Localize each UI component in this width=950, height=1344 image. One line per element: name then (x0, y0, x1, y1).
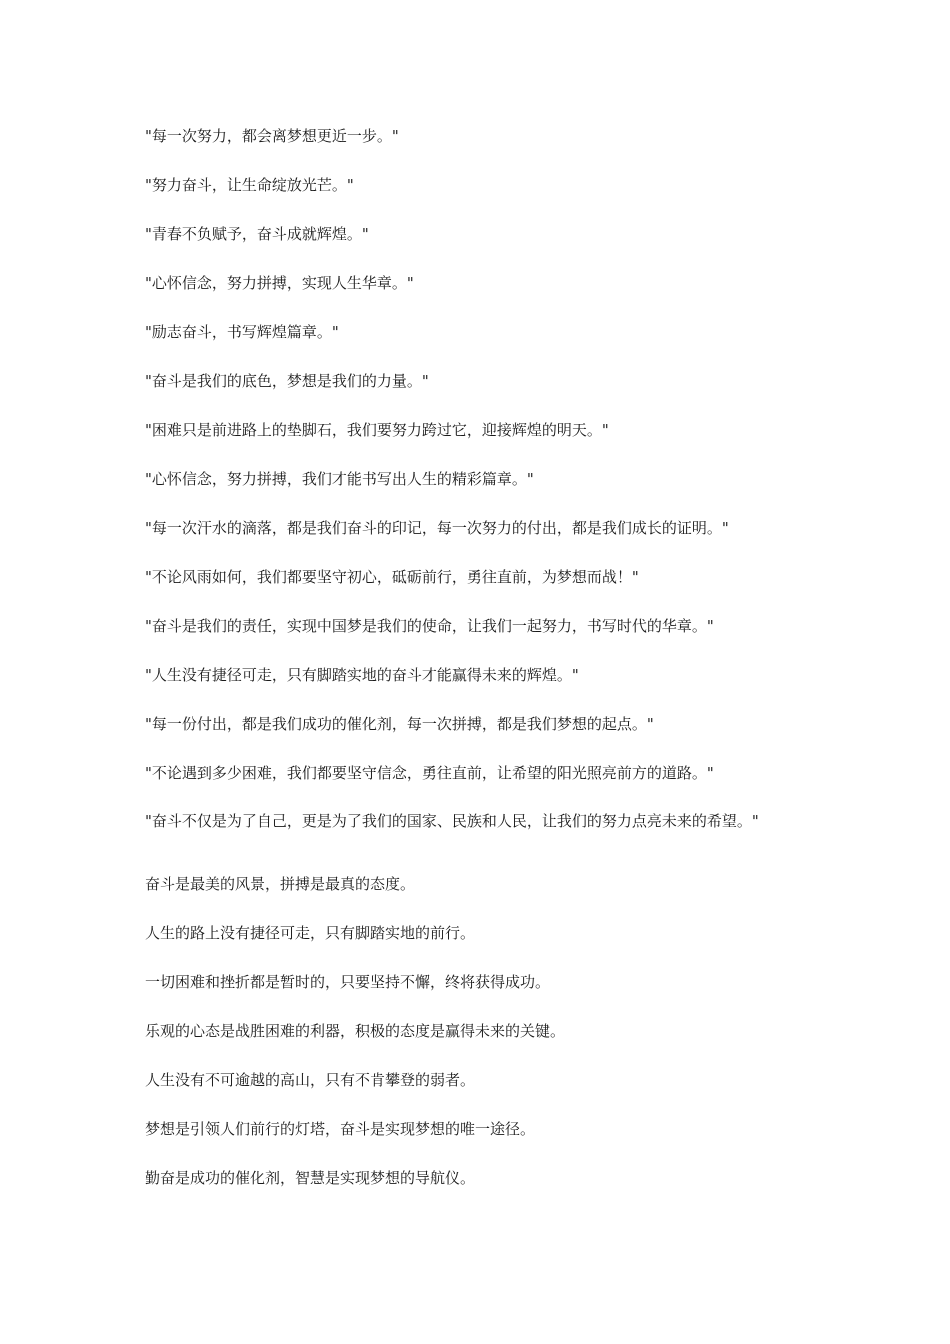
quote-line: "奋斗不仅是为了自己，更是为了我们的国家、民族和人民，让我们的努力点亮未来的希望。" (145, 812, 759, 830)
quote-line: "奋斗是我们的底色，梦想是我们的力量。" (145, 372, 429, 390)
sentence-line: 乐观的心态是战胜困难的利器，积极的态度是赢得未来的关键。 (145, 1022, 566, 1040)
quote-line: "不论遇到多少困难，我们都要坚守信念，勇往直前，让希望的阳光照亮前方的道路。" (145, 764, 714, 782)
quote-line: "困难只是前进路上的垫脚石，我们要努力跨过它，迎接辉煌的明天。" (145, 421, 609, 439)
sentence-line: 奋斗是最美的风景，拼搏是最真的态度。 (145, 875, 416, 893)
quote-line: "人生没有捷径可走，只有脚踏实地的奋斗才能赢得未来的辉煌。" (145, 666, 579, 684)
sentence-line: 勤奋是成功的催化剂，智慧是实现梦想的导航仪。 (145, 1169, 476, 1187)
quote-list (145, 124, 815, 832)
quote-line: "奋斗是我们的责任，实现中国梦是我们的使命，让我们一起努力，书写时代的华章。" (145, 617, 714, 635)
quote-line: "心怀信念，努力拼搏，我们才能书写出人生的精彩篇章。" (145, 470, 534, 488)
quote-line: "每一次努力，都会离梦想更近一步。" (145, 127, 399, 145)
sentence-line: 人生的路上没有捷径可走，只有脚踏实地的前行。 (145, 924, 476, 942)
quote-line: "心怀信念，努力拼搏，实现人生华章。" (145, 274, 414, 292)
plain-sentence-list (145, 872, 815, 1191)
quote-line: "励志奋斗，书写辉煌篇章。" (145, 323, 339, 341)
quote-line: "每一份付出，都是我们成功的催化剂，每一次拼搏，都是我们梦想的起点。" (145, 715, 654, 733)
quote-line: "不论风雨如何，我们都要坚守初心，砥砺前行，勇往直前，为梦想而战！" (145, 568, 639, 586)
quote-line: "每一次汗水的滴落，都是我们奋斗的印记，每一次努力的付出，都是我们成长的证明。" (145, 519, 729, 537)
sentence-line: 人生没有不可逾越的高山，只有不肯攀登的弱者。 (145, 1071, 476, 1089)
sentence-line: 梦想是引领人们前行的灯塔，奋斗是实现梦想的唯一途径。 (145, 1120, 536, 1138)
quote-line: "努力奋斗，让生命绽放光芒。" (145, 176, 354, 194)
sentence-line: 一切困难和挫折都是暂时的，只要坚持不懈，终将获得成功。 (145, 973, 551, 991)
quote-line: "青春不负赋予，奋斗成就辉煌。" (145, 225, 369, 243)
